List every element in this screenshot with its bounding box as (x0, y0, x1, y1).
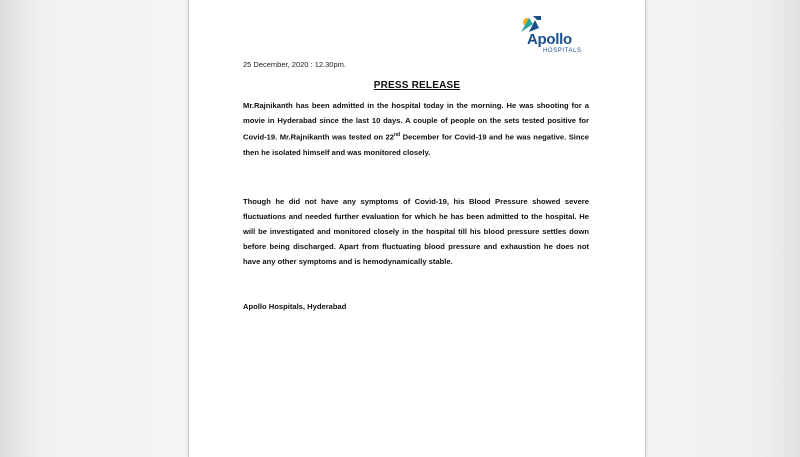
apollo-hospitals-logo (517, 14, 585, 54)
logo-wordmark: Apollo (527, 31, 572, 48)
logo-subtitle: HOSPITALS (543, 48, 582, 54)
paragraph-admission (243, 98, 589, 160)
signature: Apollo Hospitals, Hyderabad (243, 302, 347, 311)
paragraph-text: December for Covid-19 and he was negative. Since then he isolated himself and was monitored closely. (243, 132, 590, 157)
paragraph-text: Mr.Rajnikanth has been admitted in the hospital today in the morning. He was shooting for a movie in Hyderabad since the last 10 days. A couple of people on the sets tested positive for Covid-19. Mr.Rajnikanth was tested on 22 (243, 101, 589, 142)
page-title: PRESS RELEASE (373, 80, 461, 91)
release-date: 25 December, 2020 : 12.30pm. (243, 60, 346, 69)
ordinal-suffix: nd (393, 132, 401, 138)
paragraph-condition: Though he did not have any symptoms of Covid-19, his Blood Pressure showed severe fluctuations and needed further evaluation for which he has been admitted to the hospital. He will be investigated and monitored closely in the hospital till his blood pressure settles down before being discharged. Apart from fluctuating blood pressure and exhaustion he does not have any other symptoms and is hemodynamically stable. (243, 197, 589, 266)
document-page (188, 0, 646, 457)
